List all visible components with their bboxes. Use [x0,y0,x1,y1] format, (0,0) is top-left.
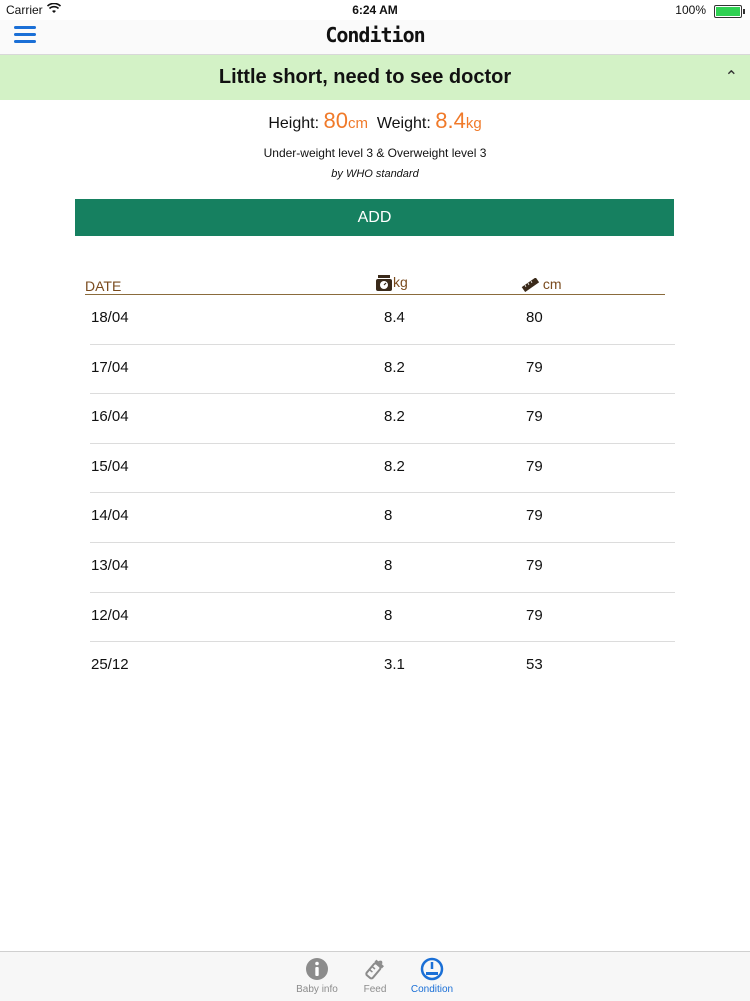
info-icon [304,956,330,982]
weight-unit: kg [465,115,482,132]
table-row[interactable] [90,295,675,345]
battery-icon [714,5,742,18]
row-weight: 8.2 [384,358,405,376]
row-weight: 8.2 [384,408,405,426]
column-header-weight [375,274,408,292]
row-date: 13/04 [91,556,129,574]
table-row[interactable] [90,345,675,395]
tab-label: Feed [363,984,387,995]
row-height: 53 [526,656,543,674]
measurement-list [90,295,675,691]
row-height: 79 [526,408,543,426]
assessment-text: Under-weight level 3 & Overweight level 3 [263,146,487,160]
row-height: 79 [526,556,543,574]
row-weight: 8 [384,556,393,574]
row-weight: 3.1 [384,656,405,674]
battery-percent: 100% [675,3,706,17]
gauge-icon [419,956,445,982]
table-row[interactable] [90,493,675,543]
table-row[interactable] [90,543,675,593]
add-button[interactable]: ADD [75,199,674,236]
height-unit-header: cm [542,276,562,292]
tab-condition[interactable] [402,956,462,995]
row-height: 79 [526,507,543,525]
row-weight: 8 [384,606,393,624]
tab-feed[interactable] [345,956,405,995]
tab-baby-info[interactable] [287,956,347,995]
weight-unit-header: kg [393,274,408,290]
tab-label: Baby info [296,984,338,995]
height-label: Height: [268,115,320,132]
table-row[interactable] [90,394,675,444]
row-date: 17/04 [91,358,129,376]
bottle-icon [362,956,388,982]
row-height: 80 [526,309,543,326]
status-time: 6:24 AM [352,3,398,17]
row-date: 12/04 [91,606,129,624]
page-title: Condition [325,23,425,47]
column-header-date: DATE [85,278,122,294]
table-header [85,272,665,295]
row-weight: 8.2 [384,457,405,475]
table-row[interactable] [90,642,675,691]
height-unit: cm [347,115,368,132]
carrier-label: Carrier [6,3,43,17]
height-value: 80 [323,108,348,133]
row-date: 14/04 [91,507,129,525]
condition-message: Little short, need to see doctor [218,66,512,88]
status-bar [0,0,750,20]
condition-banner[interactable] [0,55,750,100]
weight-label: Weight: [376,115,431,132]
current-measurement [0,108,750,134]
row-weight: 8.4 [384,309,405,326]
navigation-bar [0,20,750,55]
ruler-icon [521,278,539,292]
scale-icon [375,274,393,292]
row-height: 79 [526,606,543,624]
row-date: 18/04 [91,309,129,326]
row-weight: 8 [384,507,393,525]
weight-value: 8.4 [435,108,466,133]
tab-bar [0,951,750,1001]
tab-label: Condition [410,984,454,995]
column-header-height [521,276,562,292]
row-height: 79 [526,457,543,475]
row-date: 15/04 [91,457,129,475]
standard-note: by WHO standard [331,168,419,180]
row-date: 25/12 [91,656,129,674]
chevron-up-icon[interactable]: ⌃ [724,69,738,86]
table-row[interactable] [90,593,675,643]
table-row[interactable] [90,444,675,494]
row-date: 16/04 [91,408,129,426]
row-height: 79 [526,358,543,376]
